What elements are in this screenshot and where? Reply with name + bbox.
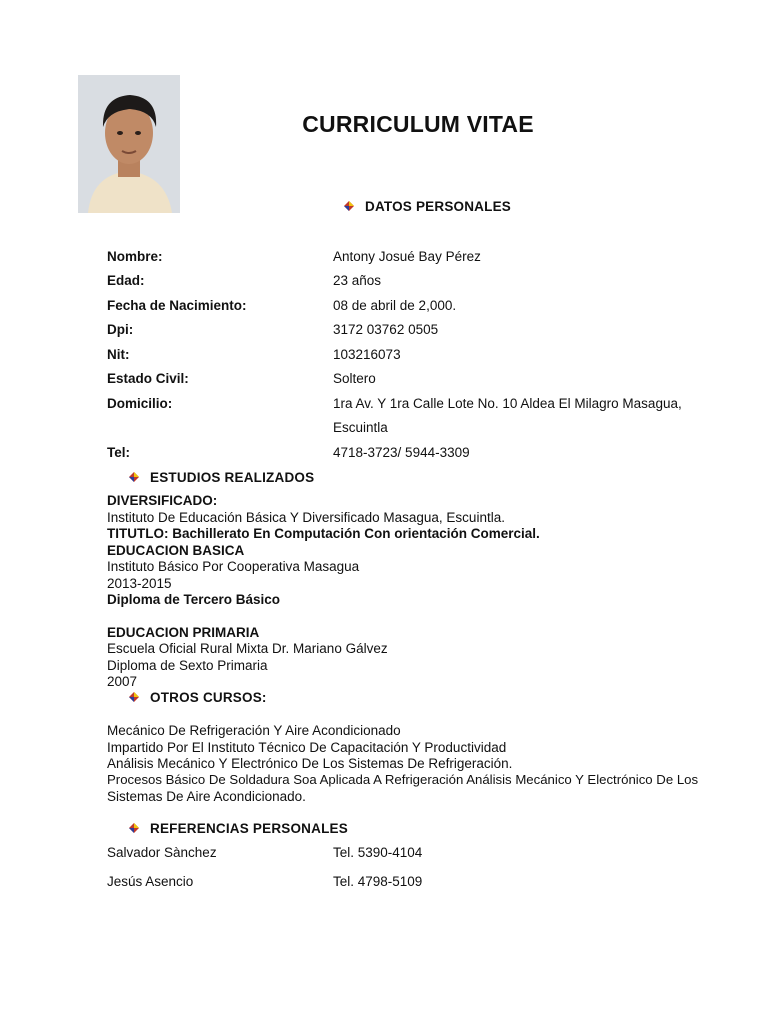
section-references-label: REFERENCIAS PERSONALES — [150, 821, 348, 836]
field-label: Dpi: — [107, 322, 134, 337]
reference-name: Salvador Sànchez — [107, 845, 217, 860]
study-diploma: Diploma de Tercero Básico — [107, 592, 281, 607]
diamond-bullet-icon — [128, 822, 140, 834]
field-label: Fecha de Nacimiento: — [107, 298, 247, 313]
field-label: Estado Civil: — [107, 371, 189, 386]
person-photo-icon — [78, 75, 180, 213]
section-personal-label: DATOS PERSONALES — [365, 199, 511, 214]
field-value: 23 años — [333, 273, 382, 288]
study-line: Instituto Básico Por Cooperativa Masagua — [107, 559, 360, 574]
course-line: Procesos Básico De Soldadura Soa Aplicada A Refrigeración Análisis Mecánico Y Electrónico De Los — [107, 772, 699, 787]
study-line: 2007 — [107, 674, 138, 689]
section-courses-label: OTROS CURSOS: — [150, 690, 267, 705]
field-label: Domicilio: — [107, 396, 173, 411]
section-courses — [128, 690, 267, 705]
course-line: Sistemas De Aire Acondicionado. — [107, 789, 306, 804]
study-line: 2013-2015 — [107, 576, 172, 591]
study-line: Escuela Oficial Rural Mixta Dr. Mariano Gálvez — [107, 641, 388, 656]
field-label: Nit: — [107, 347, 130, 362]
reference-name: Jesús Asencio — [107, 874, 194, 889]
reference-tel: Tel. 4798-5109 — [333, 874, 423, 889]
diamond-bullet-icon — [128, 691, 140, 703]
field-label: Tel: — [107, 445, 130, 460]
study-line: Diploma de Sexto Primaria — [107, 658, 268, 673]
course-line: Impartido Por El Instituto Técnico De Capacitación Y Productividad — [107, 740, 507, 755]
study-line: Instituto De Educación Básica Y Diversificado Masagua, Escuintla. — [107, 510, 505, 525]
course-line: Mecánico De Refrigeración Y Aire Acondicionado — [107, 723, 401, 738]
study-heading: EDUCACION BASICA — [107, 543, 245, 558]
course-line: Análisis Mecánico Y Electrónico De Los Sistemas De Refrigeración. — [107, 756, 513, 771]
field-value: 103216073 — [333, 347, 401, 362]
diamond-bullet-icon — [343, 200, 355, 212]
field-value: 4718-3723/ 5944-3309 — [333, 445, 470, 460]
study-heading: DIVERSIFICADO: — [107, 493, 218, 508]
field-label: Nombre: — [107, 249, 163, 264]
section-personal — [343, 199, 511, 214]
field-value: Soltero — [333, 371, 376, 386]
study-heading: EDUCACION PRIMARIA — [107, 625, 260, 640]
field-value: 08 de abril de 2,000. — [333, 298, 457, 313]
section-studies-label: ESTUDIOS REALIZADOS — [150, 470, 315, 485]
section-references — [128, 821, 348, 836]
diamond-bullet-icon — [128, 471, 140, 483]
field-label: Edad: — [107, 273, 145, 288]
study-title: TITUTLO: Bachillerato En Computación Con orientación Comercial. — [107, 526, 540, 541]
profile-photo — [78, 75, 180, 213]
field-value: 1ra Av. Y 1ra Calle Lote No. 10 Aldea El Milagro Masagua, — [333, 396, 682, 411]
field-value: Antony Josué Bay Pérez — [333, 249, 481, 264]
reference-tel: Tel. 5390-4104 — [333, 845, 423, 860]
section-studies — [128, 470, 314, 485]
field-value-continued: Escuintla — [333, 420, 388, 435]
page-title: CURRICULUM VITAE — [302, 111, 534, 137]
field-value: 3172 03762 0505 — [333, 322, 439, 337]
